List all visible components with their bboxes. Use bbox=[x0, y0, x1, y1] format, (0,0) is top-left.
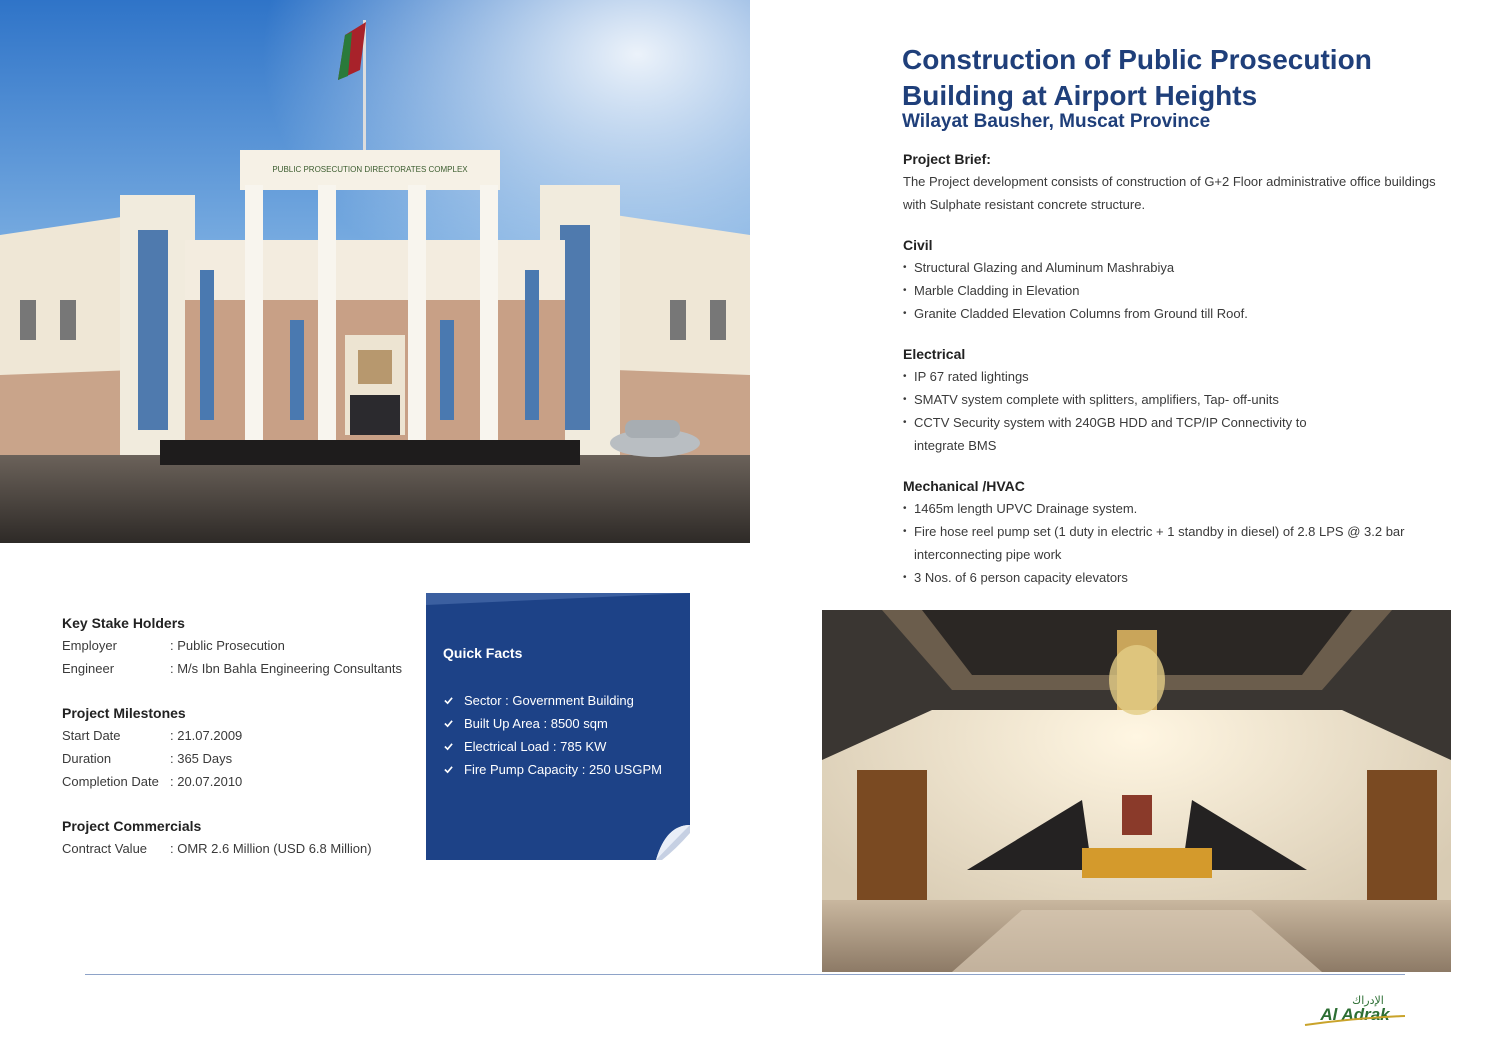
list-item: • 1465m length UPVC Drainage system. bbox=[903, 497, 1443, 520]
list-item: • SMATV system complete with splitters, amplifiers, Tap- off-units bbox=[903, 388, 1343, 411]
page-subtitle: Wilayat Bausher, Muscat Province bbox=[902, 111, 1211, 132]
employer-value: : Public Prosecution bbox=[170, 638, 285, 653]
list-item: • Structural Glazing and Aluminum Mashrabiya bbox=[903, 256, 1443, 279]
footer-divider bbox=[85, 974, 1405, 975]
duration-row bbox=[62, 747, 432, 770]
milestones-section bbox=[62, 702, 432, 793]
stakeholders-section bbox=[62, 612, 432, 680]
al-adrak-logo bbox=[1300, 992, 1410, 1032]
project-brief-text: The Project development consists of construction of G+2 Floor administrative office buildings with Sulphate resistant concrete structure. bbox=[903, 174, 1436, 212]
duration-value: : 365 Days bbox=[170, 751, 233, 766]
employer-label: Employer bbox=[62, 638, 117, 653]
list-item: • IP 67 rated lightings bbox=[903, 365, 1343, 388]
quick-fact-text: Fire Pump Capacity : 250 USGPM bbox=[464, 762, 662, 777]
engineer-row bbox=[62, 657, 432, 680]
civil-section bbox=[903, 234, 1443, 325]
project-details bbox=[903, 148, 1443, 589]
check-icon bbox=[444, 719, 453, 728]
project-brief-section bbox=[903, 148, 1443, 216]
electrical-section bbox=[903, 343, 1443, 457]
commercials-section bbox=[62, 815, 432, 860]
list-item: • Granite Cladded Elevation Columns from Ground till Roof. bbox=[903, 302, 1443, 325]
check-icon bbox=[444, 742, 453, 751]
quick-fact-text: Sector : Government Building bbox=[464, 693, 634, 708]
engineer-value: : M/s Ibn Bahla Engineering Consultants bbox=[170, 661, 402, 676]
building-photo bbox=[0, 0, 750, 543]
check-icon bbox=[444, 696, 453, 705]
contract-value-row bbox=[62, 837, 432, 860]
completion-date-row bbox=[62, 770, 432, 793]
lobby-photo bbox=[822, 610, 1451, 972]
civil-heading: Civil bbox=[903, 237, 933, 253]
electrical-heading: Electrical bbox=[903, 346, 966, 362]
commercials-heading: Project Commercials bbox=[62, 818, 202, 834]
start-date-label: Start Date bbox=[62, 728, 121, 743]
list-item bbox=[444, 735, 662, 758]
contract-value-label: Contract Value bbox=[62, 841, 148, 856]
list-item bbox=[444, 712, 662, 735]
start-date-row bbox=[62, 724, 432, 747]
mechanical-section bbox=[903, 475, 1443, 589]
list-item bbox=[444, 758, 662, 781]
page-title bbox=[902, 42, 1462, 114]
start-date-value: : 21.07.2009 bbox=[170, 728, 243, 743]
title-line-1: Construction of Public Prosecution bbox=[902, 44, 1372, 75]
completion-date-value: : 20.07.2010 bbox=[170, 774, 243, 789]
list-item bbox=[444, 689, 662, 712]
milestones-heading: Project Milestones bbox=[62, 705, 186, 721]
quick-fact-text: Electrical Load : 785 KW bbox=[464, 739, 607, 754]
quick-facts-card bbox=[426, 593, 690, 860]
project-summary bbox=[62, 612, 432, 860]
logo-text: Al Adrak bbox=[1320, 1005, 1390, 1024]
contract-value-value: : OMR 2.6 Million (USD 6.8 Million) bbox=[170, 841, 372, 856]
duration-label: Duration bbox=[62, 751, 112, 766]
completion-date-label: Completion Date bbox=[62, 774, 159, 789]
title-line-2: Building at Airport Heights bbox=[902, 80, 1258, 111]
logo-arabic-text: الإدراك bbox=[1352, 994, 1384, 1007]
quick-facts-heading: Quick Facts bbox=[443, 645, 523, 661]
employer-row bbox=[62, 634, 432, 657]
engineer-label: Engineer bbox=[62, 661, 115, 676]
list-item: • 3 Nos. of 6 person capacity elevators bbox=[903, 566, 1443, 589]
list-item: • CCTV Security system with 240GB HDD and TCP/IP Connectivity to integrate BMS bbox=[903, 411, 1343, 457]
stakeholders-heading: Key Stake Holders bbox=[62, 615, 185, 631]
check-icon bbox=[444, 765, 453, 774]
mechanical-heading: Mechanical /HVAC bbox=[903, 478, 1025, 494]
svg-text:PUBLIC PROSECUTION DIRECTORATE: PUBLIC PROSECUTION DIRECTORATES COMPLEX bbox=[272, 165, 468, 174]
quick-fact-text: Built Up Area : 8500 sqm bbox=[464, 716, 608, 731]
list-item: • Marble Cladding in Elevation bbox=[903, 279, 1443, 302]
project-brief-heading: Project Brief: bbox=[903, 151, 991, 167]
list-item: • Fire hose reel pump set (1 duty in electric + 1 standby in diesel) of 2.8 LPS @ 3.2 bar interconnecting pipe work bbox=[903, 520, 1443, 566]
